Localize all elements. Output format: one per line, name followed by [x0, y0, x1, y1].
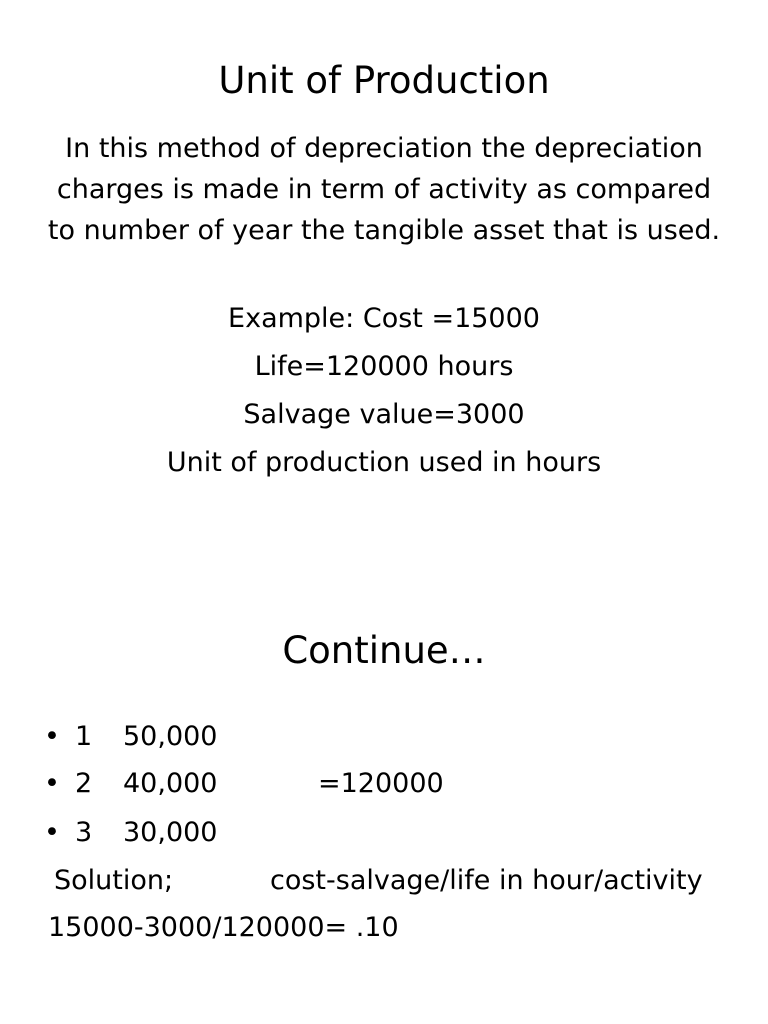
hours-value: 40,000 — [123, 768, 218, 799]
year-number: 2 — [75, 768, 93, 799]
year-number: 3 — [75, 817, 93, 848]
solution-label: Solution; — [54, 865, 174, 896]
bullet-icon: • — [44, 817, 60, 848]
solution-formula: cost-salvage/life in hour/activity — [270, 865, 703, 896]
hours-total: =120000 — [318, 768, 444, 799]
calculation-line: 15000-3000/120000= .10 — [48, 912, 399, 943]
example-salvage-line: Salvage value=3000 — [243, 399, 525, 430]
hours-value: 50,000 — [123, 721, 218, 752]
year-number: 1 — [75, 721, 93, 752]
intro-paragraph: In this method of depreciation the depreciation charges is made in term of activity as compared to number of year the tangible asset that is used. — [47, 133, 721, 246]
slide-title-unit-of-production: Unit of Production — [218, 59, 550, 102]
bullet-icon: • — [44, 768, 60, 799]
example-cost-line: Example: Cost =15000 — [228, 303, 540, 334]
slide-title-continue: Continue… — [282, 629, 486, 672]
hours-value: 30,000 — [123, 817, 218, 848]
bullet-icon: • — [44, 721, 60, 752]
example-life-line: Life=120000 hours — [254, 351, 514, 382]
example-unit-line: Unit of production used in hours — [166, 447, 602, 478]
solution-row — [0, 863, 768, 899]
